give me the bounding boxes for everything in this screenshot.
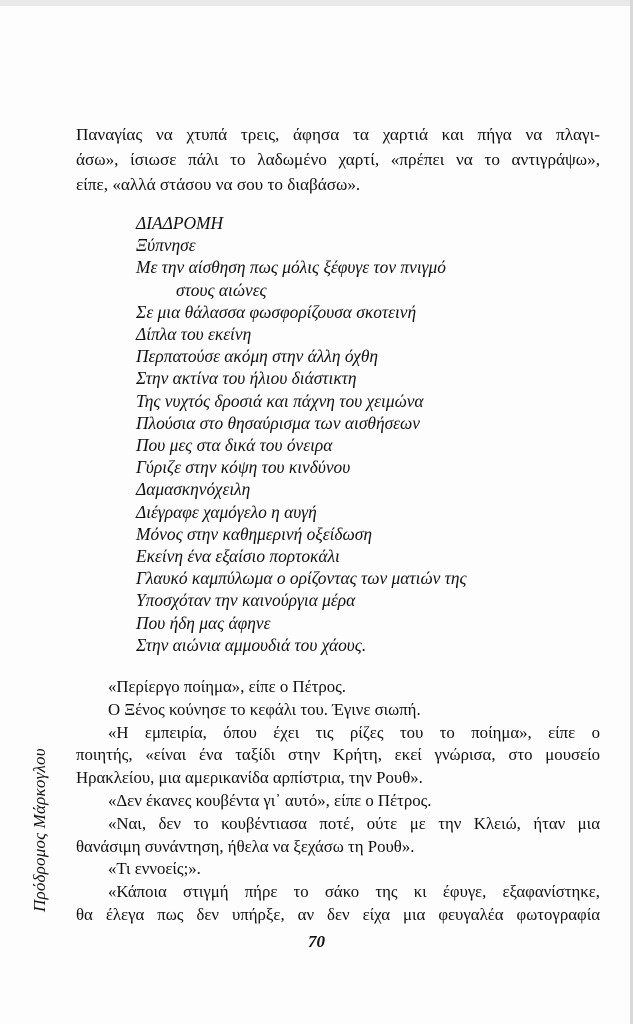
poem-line: Που μες στα δικά του όνειρα <box>136 435 333 456</box>
intro-line: άσω», ίσιωσε πάλι το λαδωμένο χαρτί, «πρέπει να το αντιγράψω», <box>76 150 600 169</box>
poem-line: Της νυχτός δροσιά και πάχνη του χειμώνα <box>136 390 424 411</box>
prose-line: «Περίεργο ποίημα», είπε ο Πέτρος. <box>108 677 346 696</box>
prose-line: «Ναι, δεν το κουβέντιασα ποτέ, ούτε με την Κλειώ, ήταν μια <box>108 813 600 833</box>
poem-line: Στην αιώνια αμμουδιά του χάους. <box>136 634 367 655</box>
poem-line: Δίπλα του εκείνη <box>136 324 252 345</box>
prose-line: «Η εμπειρία, όπου έχει τις ρίζες του το ποίημα», είπε ο <box>108 722 600 742</box>
prose-line: «Κάποια στιγμή πήρε το σάκο της κι έφυγε, εξαφανίστηκε, <box>108 882 600 902</box>
page-top-edge <box>0 0 633 6</box>
poem-line: Γύριζε στην κόψη του κινδύνου <box>136 457 351 478</box>
poem <box>136 212 576 656</box>
poem-line: Μόνος στην καθημερινή οξείδωση <box>136 523 372 544</box>
intro-line: Παναγίας να χτυπά τρεις, άφησα τα χαρτιά και πήγα να πλαγι- <box>76 125 600 144</box>
poem-line: στους αιώνες <box>176 279 267 300</box>
poem-line: Διέγραφε χαμόγελο η αυγή <box>136 501 317 522</box>
poem-line: Περπατούσε ακόμη στην άλλη όχθη <box>136 346 378 367</box>
poem-line: Στην ακτίνα του ήλιου διάστικτη <box>136 368 357 389</box>
poem-line: Ξύπνησε <box>136 235 196 256</box>
intro-paragraph <box>76 122 600 197</box>
poem-title: ΔΙΑΔΡΟΜΗ <box>136 213 224 233</box>
prose-line: θανάσιμη συνάντηση, ήθελα να ξεχάσω τη Ρουθ». <box>76 836 415 856</box>
poem-line: Εκείνη ένα εξαίσιο πορτοκάλι <box>136 546 340 567</box>
poem-line: Υποσχόταν την καινούργια μέρα <box>136 590 356 611</box>
poem-line: Γλαυκό καμπύλωμα ο ορίζοντας των ματιών της <box>136 568 467 589</box>
prose-body <box>76 676 600 927</box>
prose-line: «Δεν έκανες κουβέντα γι᾿ αυτό», είπε ο Πέτρος. <box>108 790 432 810</box>
intro-line: είπε, «αλλά στάσου να σου το διαβάσω». <box>76 175 361 194</box>
poem-line: Δαμασκηνόχειλη <box>136 479 251 500</box>
poem-line: Που ήδη μας άφηνε <box>136 612 271 633</box>
prose-line: ποιητής, «είναι ένα ταξίδι στην Κρήτη, εκεί γνώρισα, στο μουσείο <box>76 745 600 765</box>
prose-line: θα έλεγα πως δεν υπήρξε, αν δεν είχα μια φευγαλέα φωτογραφία <box>76 904 600 924</box>
prose-line: «Τι εννοείς;». <box>108 859 201 879</box>
poem-line: Με την αίσθηση πως μόλις ξέφυγε τον πνιγμό <box>136 257 446 278</box>
prose-line: Ηρακλείου, μια αμερικανίδα αρπίστρια, την Ρουθ». <box>76 768 423 788</box>
prose-line: Ο Ξένος κούνησε το κεφάλι του. Έγινε σιωπή. <box>108 699 421 719</box>
poem-line: Σε μια θάλασσα φωσφορίζουσα σκοτεινή <box>136 301 417 322</box>
page-number: 70 <box>308 932 325 951</box>
poem-line: Πλούσια στο θησαύρισμα των αισθήσεων <box>136 412 421 433</box>
running-head-author: Πρόδρομος Μάρκογλου <box>30 748 49 912</box>
